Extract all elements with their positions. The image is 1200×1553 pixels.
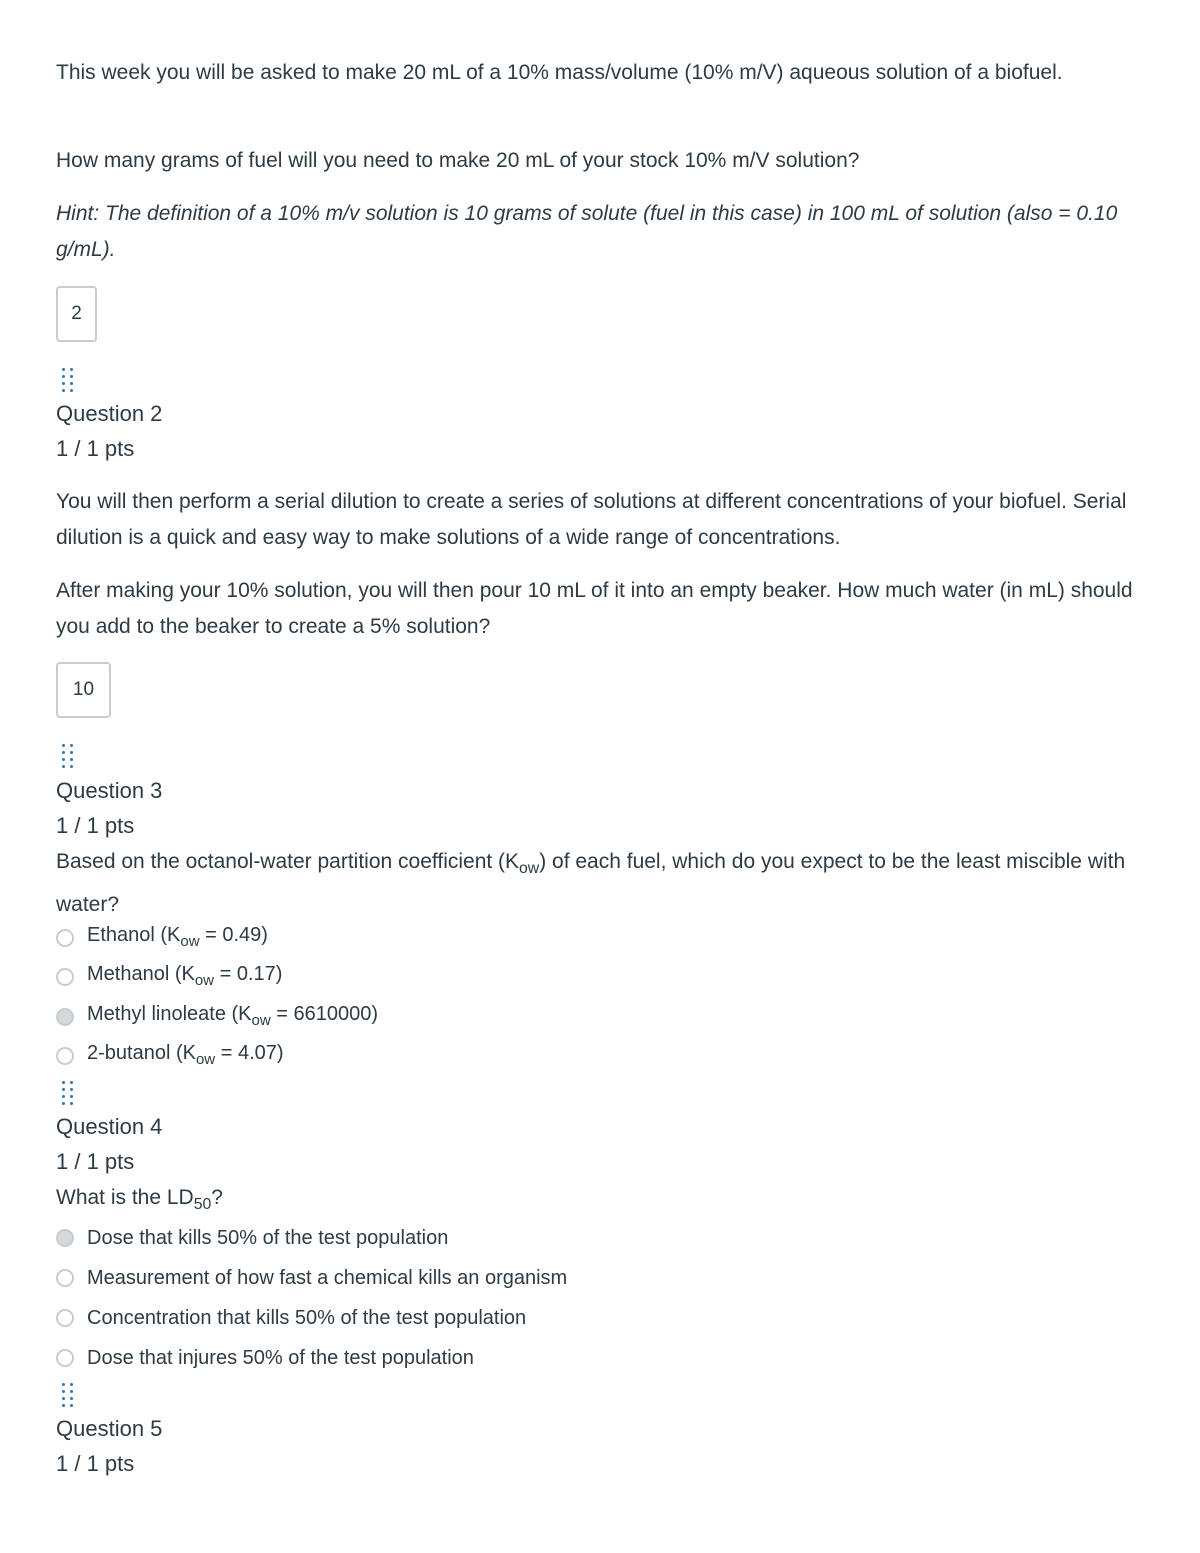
q4-option-2[interactable]	[56, 1263, 567, 1293]
q4-option-4[interactable]	[56, 1343, 474, 1373]
question-3-points: 1 / 1 pts	[56, 813, 135, 838]
question-3-title: Question 3	[56, 778, 163, 803]
drag-handle-icon[interactable]	[62, 1383, 76, 1407]
drag-handle-icon[interactable]	[62, 744, 76, 768]
intro-paragraph-1: This week you will be asked to make 20 mL of a 10% mass/volume (10% m/V) aqueous solution of a biofuel.	[56, 61, 1063, 84]
option-label: Methanol $(K_{ow} = 0.17)$	[87, 962, 283, 989]
question-4-title: Question 4	[56, 1114, 163, 1139]
intro-hint: Hint: The definition of a 10% m/v solution is 10 grams of solute (fuel in this case) in 100 mL of solution (also = 0.10 g/mL).	[56, 202, 1118, 261]
drag-handle-icon[interactable]	[62, 1081, 76, 1105]
question-5-title: Question 5	[56, 1416, 163, 1441]
question-2-points: 1 / 1 pts	[56, 436, 135, 461]
radio-button-selected[interactable]	[56, 1008, 74, 1026]
question-2-title: Question 2	[56, 401, 163, 426]
question-2-paragraph-2: After making your 10% solution, you will then pour 10 mL of it into an empty beaker. How much water (in mL) should you add to the beaker to create a 5% solution?	[56, 579, 1133, 638]
q3-option-methanol[interactable]	[56, 962, 282, 992]
option-label: Methyl linoleate $(K_{ow} = 6610000)$	[87, 1002, 379, 1029]
question-4-points: 1 / 1 pts	[56, 1149, 135, 1174]
drag-handle-icon[interactable]	[62, 368, 76, 392]
question-4-prompt: What is the $LD_{50}$?	[56, 1186, 223, 1214]
option-label: Dose that kills 50% of the test population	[87, 1227, 449, 1249]
question-5-points: 1 / 1 pts	[56, 1451, 135, 1476]
radio-button[interactable]	[56, 1047, 74, 1065]
option-label: Ethanol $(K_{ow} = 0.49)$	[87, 923, 268, 950]
radio-button[interactable]	[56, 1309, 74, 1327]
q3-option-2-butanol[interactable]	[56, 1041, 284, 1071]
option-label: Dose that injures 50% of the test population	[87, 1347, 474, 1369]
question-3-prompt: Based on the octanol-water partition coefficient $(K_{ow})$ of each fuel, which do you expect to be the least miscible with water?	[56, 850, 1126, 917]
q1-answer-field[interactable]: 2	[56, 286, 97, 342]
q2-answer-field[interactable]: 10	[56, 662, 111, 718]
radio-button-selected[interactable]	[56, 1229, 74, 1247]
radio-button[interactable]	[56, 1349, 74, 1367]
q3-option-methyl-linoleate[interactable]	[56, 1002, 378, 1032]
question-2-paragraph-1: You will then perform a serial dilution to create a series of solutions at different concentrations of your biofuel. Serial dilution is a quick and easy way to make solutions of a wide range of concentrations.	[56, 490, 1127, 549]
q4-option-3[interactable]	[56, 1303, 526, 1333]
option-label: Concentration that kills 50% of the test population	[87, 1307, 527, 1329]
radio-button[interactable]	[56, 968, 74, 986]
radio-button[interactable]	[56, 929, 74, 947]
intro-paragraph-2: How many grams of fuel will you need to make 20 mL of your stock 10% m/V solution?	[56, 149, 860, 172]
q3-option-ethanol[interactable]	[56, 923, 268, 953]
option-label: 2-butanol $(K_{ow} = 4.07)$	[87, 1041, 284, 1068]
option-label: Measurement of how fast a chemical kills an organism	[87, 1267, 568, 1289]
q4-option-1[interactable]	[56, 1223, 448, 1253]
radio-button[interactable]	[56, 1269, 74, 1287]
